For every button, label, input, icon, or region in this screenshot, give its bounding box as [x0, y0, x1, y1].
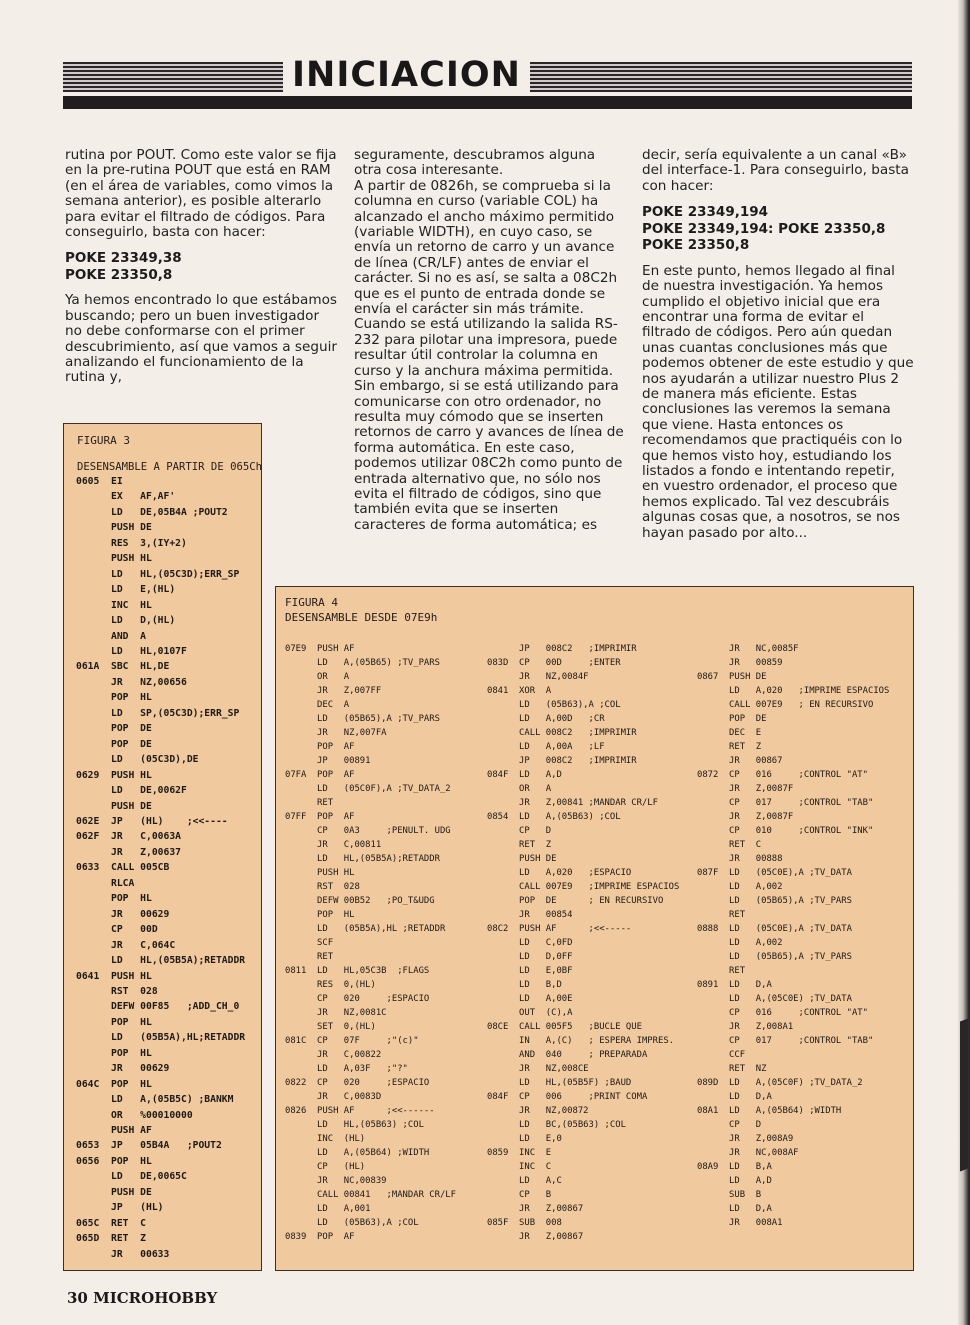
poke-block: [642, 204, 914, 254]
figure-title: DESENSAMBLE DESDE 07E9h: [285, 611, 438, 624]
poke-line: POKE 23349,38: [65, 250, 182, 267]
column-3: [642, 148, 914, 551]
figure-title: DESENSAMBLE A PARTIR DE 065Ch: [77, 461, 262, 473]
paragraph: decir, sería equivalente a un canal «B» del interface-1. Para conseguirlo, basta con hacer:: [642, 147, 909, 194]
header-band: [63, 96, 912, 109]
column-1: [65, 148, 337, 396]
poke-line: POKE 23349,194: [642, 204, 769, 221]
poke-block: [65, 250, 337, 283]
figure-label: FIGURA 3: [77, 434, 130, 447]
figure-4-box: [275, 586, 914, 1271]
page-edge-mark: [960, 1019, 968, 1172]
assembly-listing-col1: 07E9 PUSH AF LD A,(05B65) ;TV_PARS OR A JR Z,007FF DEC A LD (05B65),A ;TV_PARS JR NZ,007FA POP AF JP 00891 07FA POP AF LD (05C0F),A ;TV_DATA_2 RET 07FF POP AF CP 0A3 ;PENULT. UDG JR C,00811 LD HL,(05B5A);RETADDR PUSH HL RST 028 DEFW 00B52 ;PO_T&UDG POP HL LD (05B5A),HL ;RETADDR SCF RET 0811 LD HL,05C3B ;FLAGS RES 0,(HL) CP 020 ;ESPACIO JR NZ,0081C SET 0,(HL) 081C CP 07F ;"(c)" JR C,00822 LD A,03F ;"?" 0822 CP 020 ;ESPACIO JR C,0083D 0826 PUSH AF ;<<------ LD HL,(05B63) ;COL INC (HL) LD A,(05B64) ;WIDTH CP (HL) JR NC,00839 CALL 00841 ;MANDAR CR/LF LD A,001 LD (05B63),A ;COL 0839 POP AF: [285, 644, 456, 1242]
assembly-listing-col2: JP 008C2 ;IMPRIMIR 083D CP 00D ;ENTER JR NZ,0084F 0841 XOR A LD (05B63),A ;COL LD A,00D ;CR CALL 008C2 ;IMPRIMIR LD A,00A ;LF JP 008C2 ;IMPRIMIR 084F LD A,D OR A JR Z,00841 ;MANDAR CR/LF 0854 LD A,(05B63) ;COL CP D RET Z PUSH DE LD A,020 ;ESPACIO CALL 007E9 ;IMPRIME ESPACIOS POP DE ; EN RECURSIVO JR 00854 08C2 PUSH AF ;<<----- LD C,0FD LD D,0FF LD E,0BF LD B,D LD A,00E OUT (C),A 08CE CALL 005F5 ;BUCLE QUE IN A,(C) ; ESPERA IMPRES. AND 040 ; PREPARADA JR NZ,008CE LD HL,(05B5F) ;BAUD 084F CP 006 ;PRINT COMA JR NZ,00872 LD BC,(05B63) ;COL LD E,0 0859 INC E INC C LD A,C CP B JR Z,00867 085F SUB 008 JR Z,00867: [487, 644, 680, 1242]
section-title: INICIACION: [283, 52, 530, 98]
column-2: [354, 148, 624, 543]
paragraph: En este punto, hemos llegado al final de nuestra investigación. Ya hemos cumplido el objetivo inicial que era encontrar una forma de evitar el filtrado de códigos. Pero aún quedan unas cuantas conclusiones más que podemos obtener de este estudio y que nos ayudarán a utilizar nuestro Plus 2 de manera más eficiente. Estas conclusiones las veremos la semana que viene. Hasta entonces os recomendamos que practiquéis con lo que hemos visto hoy, estudiando los listados a fondo e intentando repetir, en vuestro ordenador, el proceso que hemos explicado. Tal vez descubráis algunas cosas que, a nosotros, se nos hayan pasado por alto...: [642, 262, 914, 541]
paragraph: seguramente, descubramos alguna otra cosa interesante.: [354, 147, 596, 179]
figure-3-box: [63, 423, 262, 1271]
paragraph: rutina por POUT. Como este valor se fija en la pre-rutina POUT que está en RAM (en el área de variables, como vimos la semana anterior), es posible alterarlo para evitar el filtrado de códigos. Para conseguirlo, basta con hacer:: [65, 147, 337, 241]
assembly-listing: 0605 EI EX AF,AF' LD DE,05B4A ;POUT2 PUSH DE RES 3,(IY+2) PUSH HL LD HL,(05C3D);ERR_SP LD E,(HL) INC HL LD D,(HL) AND A LD HL,0107F 061A SBC HL,DE JR NZ,00656 POP HL LD SP,(05C3D);ERR_SP POP DE POP DE LD (05C3D),DE 0629 PUSH HL LD DE,0062F PUSH DE 062E JP (HL) ;<<---- 062F JR C,0063A JR Z,00637 0633 CALL 005CB RLCA POP HL JR 00629 CP 00D JR C,064C LD HL,(05B5A);RETADDR 0641 PUSH HL RST 028 DEFW 00F85 ;ADD_CH_0 POP HL LD (05B5A),HL;RETADDR POP HL JR 00629 064C POP HL LD A,(05B5C) ;BANKM OR %00010000 PUSH AF 0653 JP 05B4A ;POUT2 0656 POP HL LD DE,0065C PUSH DE JP (HL) 065C RET C 065D RET Z JR 00633: [76, 476, 246, 1260]
poke-line: POKE 23350,8: [65, 266, 173, 283]
poke-line: POKE 23349,194: POKE 23350,8: [642, 220, 886, 237]
poke-line: POKE 23350,8: [642, 237, 750, 254]
page-footer: 30 MICROHOBBY: [67, 1289, 218, 1307]
figure-label: FIGURA 4: [285, 596, 338, 609]
assembly-listing-col3: JR NC,0085F JR 00859 0867 PUSH DE LD A,020 ;IMPRIME ESPACIOS CALL 007E9 ; EN RECURSIVO POP DE DEC E RET Z JR 00867 0872 CP 016 ;CONTROL "AT" JR Z,0087F CP 017 ;CONTROL "TAB" JR Z,0087F CP 010 ;CONTROL "INK" RET C JR 00888 087F LD (05C0E),A ;TV_DATA LD A,002 LD (05B65),A ;TV_PARS RET 0888 LD (05C0E),A ;TV_DATA LD A,002 LD (05B65),A ;TV_PARS RET 0891 LD D,A LD A,(05C0E) ;TV_DATA CP 016 ;CONTROL "AT" JR Z,008A1 CP 017 ;CONTROL "TAB" CCF RET NZ 089D LD A,(05C0F) ;TV_DATA_2 LD D,A 08A1 LD A,(05B64) ;WIDTH CP D JR Z,008A9 JR NC,008AF 08A9 LD B,A LD A,D SUB B LD D,A JR 008A1: [697, 644, 890, 1228]
paragraph: A partir de 0826h, se comprueba si la columna en curso (variable COL) ha alcanzado el ancho máximo permitido (variable WIDTH), en cuyo caso, se envía un retorno de carro y un avance de línea (CR/LF) antes de enviar el carácter. Si no es así, se salta a 08C2h que es el punto de entrada donde se envía el carácter sin más trámite. Cuando se está utilizando la salida RS-232 para pilotar una impresora, puede resultar útil controlar la columna en curso y la anchura máxima permitida. Sin embargo, si se está utilizando para comunicarse con otro ordenador, no resulta muy cómodo que se inserten retornos de carro y avances de línea de forma automática. En este caso, podemos utilizar 08C2h como punto de entrada alternativo que, no sólo nos evita el filtrado de códigos, sino que también evita que se inserten caracteres de forma automática; es: [354, 177, 624, 533]
paragraph: Ya hemos encontrado lo que estábamos buscando; pero un buen investigador no debe conformarse con el primer descubrimiento, así que vamos a seguir analizando el funcionamiento de la rutina y,: [65, 292, 337, 386]
